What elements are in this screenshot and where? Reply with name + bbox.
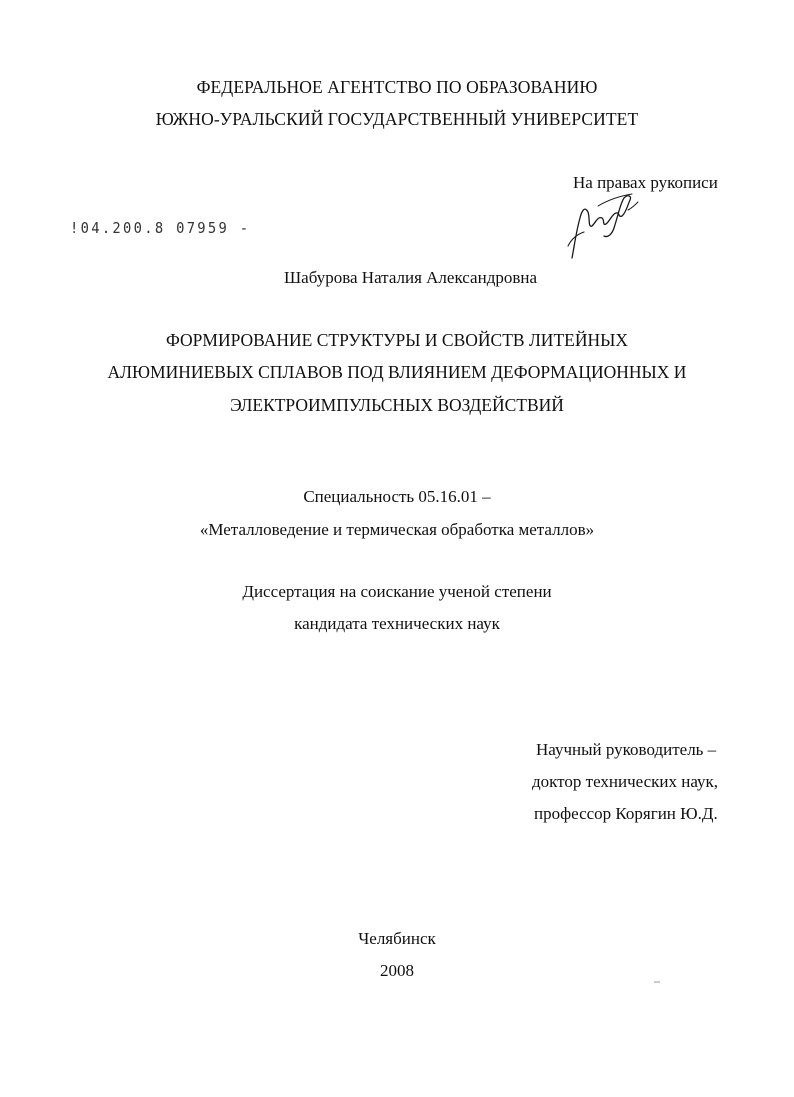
university-name: ЮЖНО-УРАЛЬСКИЙ ГОСУДАРСТВЕННЫЙ УНИВЕРСИТЕТ: [155, 109, 639, 129]
title-line-3: ЭЛЕКТРОИМПУЛЬСНЫХ ВОЗДЕЙСТВИЙ: [230, 395, 564, 415]
supervisor-name: профессор Корягин Ю.Д.: [534, 804, 718, 823]
city: Челябинск: [358, 929, 436, 948]
manuscript-rights-note: На правах рукописи: [573, 173, 718, 192]
degree-line-2: кандидата технических наук: [294, 614, 500, 633]
degree-line-1: Диссертация на соискание ученой степени: [242, 582, 552, 601]
year: 2008: [380, 961, 414, 980]
author-name: Шабурова Наталия Александровна: [284, 268, 538, 287]
supervisor-degree: доктор технических наук,: [532, 772, 719, 791]
specialty-code: Специальность 05.16.01 –: [303, 487, 491, 506]
title-line-1: ФОРМИРОВАНИЕ СТРУКТУРЫ И СВОЙСТВ ЛИТЕЙНЫХ: [165, 330, 628, 350]
title-line-2: АЛЮМИНИЕВЫХ СПЛАВОВ ПОД ВЛИЯНИЕМ ДЕФОРМАЦИОННЫХ И: [107, 362, 687, 382]
registration-stamp: !04.200.8 07959 -: [70, 219, 251, 237]
supervisor-role: Научный руководитель –: [536, 740, 717, 759]
signature-icon: [558, 188, 648, 264]
specialty-name: «Металловедение и термическая обработка металлов»: [199, 520, 595, 539]
scan-speck: [654, 981, 660, 983]
agency-name: ФЕДЕРАЛЬНОЕ АГЕНТСТВО ПО ОБРАЗОВАНИЮ: [196, 77, 598, 97]
